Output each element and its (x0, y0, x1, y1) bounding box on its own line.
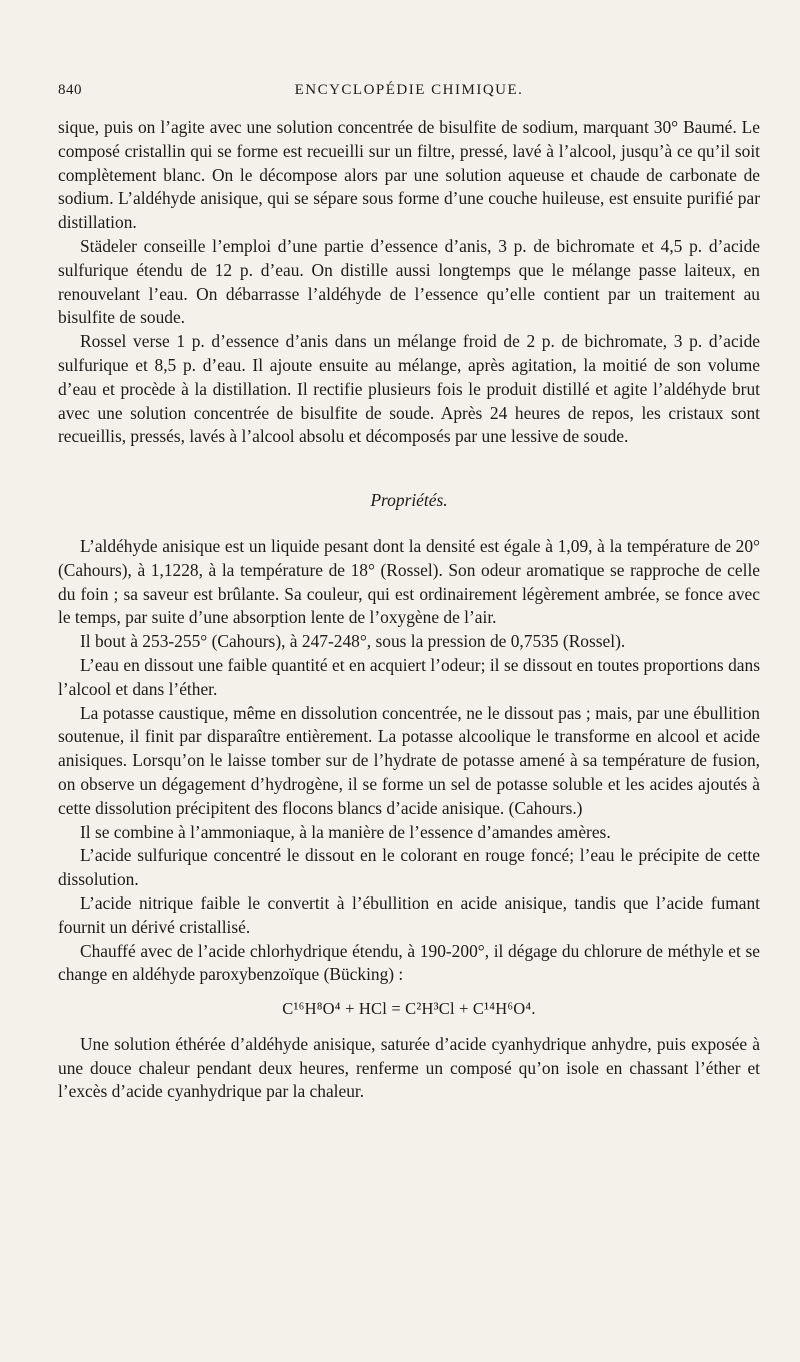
paragraph: Une solution éthérée d’aldéhyde anisique, saturée d’acide cyanhydrique anhydre, puis exposée à une douce chaleur pendant deux heures, renferme un composé qu’on isole en chassant l’éther et l’excès d’acide cyanhydrique par la chaleur. (58, 1033, 760, 1102)
paragraph: La potasse caustique, même en dissolution concentrée, ne le dissout pas ; mais, par une ébullition soutenue, il finit par disparaître entièrement. La potasse alcoolique le transforme en alcool et acide anisiques. Lorsqu’on le laisse tomber sur de l’hydrate de potasse amené à sa température de fusion, on observe un dégagement d’hydrogène, il se forme un sel de potasse soluble et les acides ajoutés à cette dissolution précipitent des flocons blancs d’acide anisique. (Cahours.) (58, 702, 760, 818)
body-text (58, 116, 760, 1104)
running-head: ENCYCLOPÉDIE CHIMIQUE. (294, 82, 524, 98)
page-number: 840 (58, 82, 82, 98)
page-header (58, 82, 760, 106)
section-title: Propriétés. (370, 490, 448, 511)
paragraph: L’aldéhyde anisique est un liquide pesant dont la densité est égale à 1,09, à la température de 20° (Cahours), à 1,1228, à la température de 18° (Rossel). Son odeur aromatique se rapproche de celle du foin ; sa saveur est brûlante. Sa couleur, qui est ordinairement légèrement ambrée, se fonce avec le temps, par suite d’une absorption lente de l’oxygène de l’air. (58, 535, 760, 628)
paragraph: Rossel verse 1 p. d’essence d’anis dans un mélange froid de 2 p. de bichromate, 3 p. d’acide sulfurique et 8,5 p. d’eau. Il ajoute ensuite au mélange, après agitation, la moitié de son volume d’eau et procède à la distillation. Il rectifie plusieurs fois le produit distillé et agite l’aldéhyde brut avec une solution concentrée de bisulfite de soude. Après 24 heures de repos, les cristaux sont recueillis, pressés, lavés à l’alcool absolu et décomposés par une lessive de soude. (58, 331, 760, 447)
paragraph: Chauffé avec de l’acide chlorhydrique étendu, à 190-200°, il dégage du chlorure de méthyle et se change en aldéhyde paroxybenzoïque (Bücking) : (58, 940, 760, 985)
paragraph: Il bout à 253-255° (Cahours), à 247-248°, sous la pression de 0,7535 (Rossel). (80, 631, 626, 652)
paragraph: L’eau en dissout une faible quantité et en acquiert l’odeur; il se dissout en toutes proportions dans l’alcool et dans l’éther. (58, 654, 760, 699)
paragraph: Il se combine à l’ammoniaque, à la manière de l’essence d’amandes amères. (80, 821, 611, 842)
chemical-equation: C¹⁶H⁸O⁴ + HCl = C²H³Cl + C¹⁴H⁶O⁴. (282, 999, 536, 1019)
paragraph: Städeler conseille l’emploi d’une partie d’essence d’anis, 3 p. de bichromate et 4,5 p. d’acide sulfurique étendu de 12 p. d’eau. On distille aussi longtemps que le mélange passe laiteux, en renouvelant l’eau. On débarrasse l’aldéhyde de l’essence qu’elle contient par un traitement au bisulfite de soude. (58, 235, 760, 328)
paragraph: L’acide nitrique faible le convertit à l’ébullition en acide anisique, tandis que l’acide fumant fournit un dérivé cristallisé. (58, 892, 760, 937)
paragraph: L’acide sulfurique concentré le dissout en le colorant en rouge foncé; l’eau le précipite de cette dissolution. (58, 845, 760, 890)
paragraph: sique, puis on l’agite avec une solution concentrée de bisulfite de sodium, marquant 30° Baumé. Le composé cristallin qui se forme est recueilli sur un filtre, pressé, lavé à l’alcool, jusqu’à ce qu’il soit complètement blanc. On le décompose alors par une solution aqueuse et chaude de carbonate de sodium. L’aldéhyde anisique, qui se sépare sous forme d’une couche huileuse, est ensuite purifié par distillation. (58, 117, 760, 233)
